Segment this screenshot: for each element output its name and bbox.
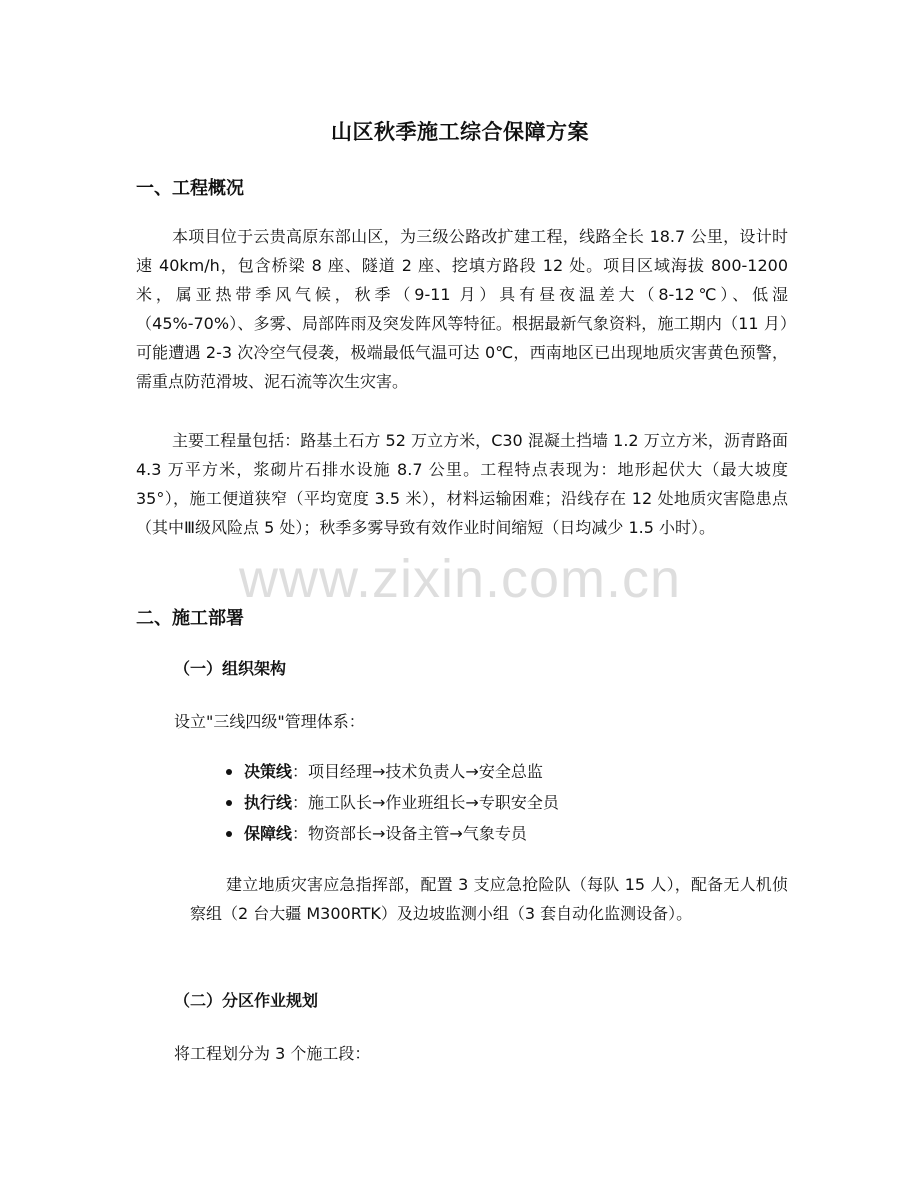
list-item-term: 执行线 [244,793,293,812]
list-item [214,818,559,849]
document-title: 山区秋季施工综合保障方案 [331,120,589,144]
list-item-term: 决策线 [244,762,293,781]
overview-paragraph-2: 主要工程量包括：路基土石方 52 万立方米，C30 混凝土挡墙 1.2 万立方米，沥青路面 4.3 万平方米，浆砌片石排水设施 8.7 公里。工程特点表现为：地形起伏大（最大坡度 35°），施工便道狭窄（平均宽度 3.5 米），材料运输困难；沿线存在 12 处地质灾害隐患点（其中Ⅲ级风险点 5 处）；秋季多雾导致有效作业时间缩短（日均减少 1.5 小时）。 [136,431,788,537]
list-item-text: ：项目经理→技术负责人→安全总监 [292,762,543,781]
list-item-text: ：施工队长→作业班组长→专职安全员 [292,793,559,812]
emergency-command-paragraph: 建立地质灾害应急指挥部，配置 3 支应急抢险队（每队 15 人），配备无人机侦察组（2 台大疆 M300RTK）及边坡监测小组（3 套自动化监测设备）。 [190,875,788,923]
watermark: www.zixin.com.cn [238,549,682,609]
list-item [214,756,559,787]
section-heading-deployment: 二、施工部署 [136,608,244,629]
subsection-heading-organization: （一）组织架构 [174,659,287,678]
list-item-text: ：物资部长→设备主管→气象专员 [292,824,527,843]
section-heading-overview: 一、工程概况 [136,178,244,199]
zoning-intro: 将工程划分为 3 个施工段： [174,1044,371,1063]
overview-paragraph-1: 本项目位于云贵高原东部山区，为三级公路改扩建工程，线路全长 18.7 公里，设计时速 40km/h，包含桥梁 8 座、隧道 2 座、挖填方路段 12 处。项目区域海拔 800-1200 米，属亚热带季风气候，秋季（9-11 月）具有昼夜温差大（8-12℃）、低湿（45%-70%）、多雾、局部阵雨及突发阵风等特征。根据最新气象资料，施工期内（11 月）可能遭遇 2-3 次冷空气侵袭，极端最低气温可达 0℃，西南地区已出现地质灾害黄色预警，需重点防范滑坡、泥石流等次生灾害。 [136,227,788,391]
management-lines-list [214,756,559,849]
list-item-term: 保障线 [244,824,293,843]
list-item [214,787,559,818]
subsection-heading-zoning: （二）分区作业规划 [174,991,319,1010]
organization-intro: 设立"三线四级"管理体系： [174,712,365,731]
